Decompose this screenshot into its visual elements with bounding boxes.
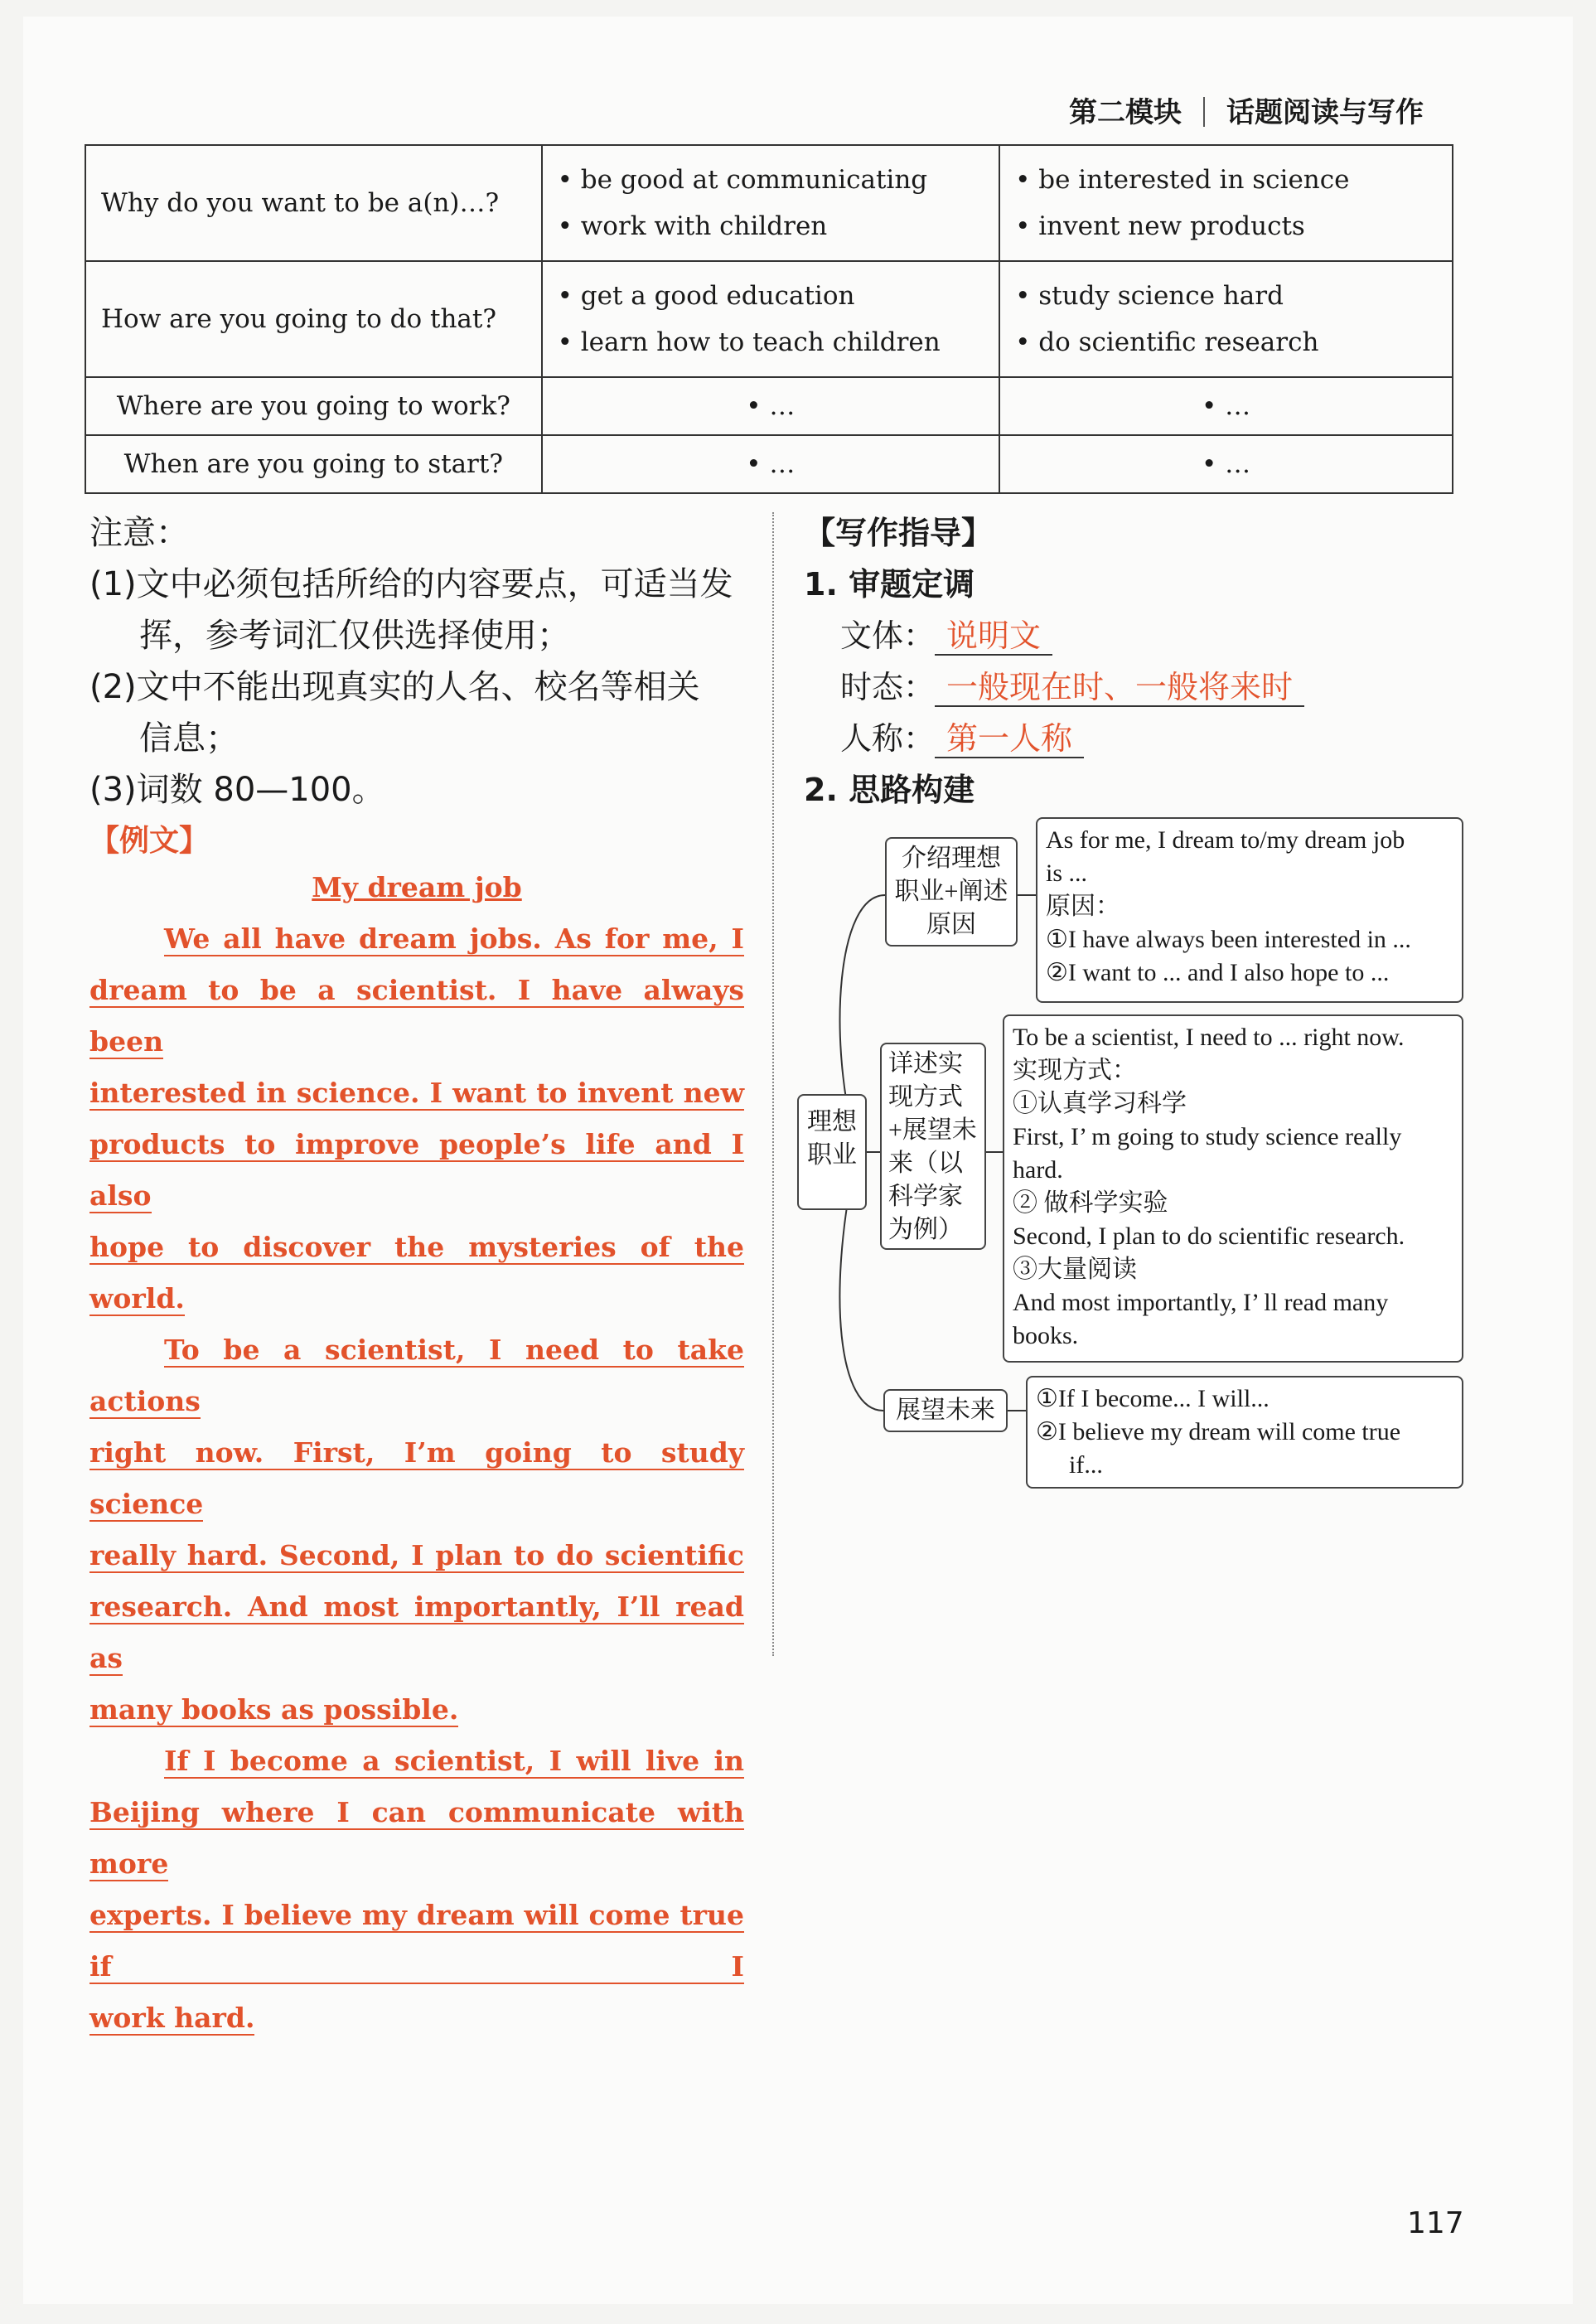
person-answer: 第一人称 [935, 720, 1084, 758]
essay-text: To be a scientist, I need to take actions [89, 1334, 744, 1417]
table-item: • get a good education [558, 273, 984, 319]
essay-text: products to improve people’s life and I also [89, 1128, 744, 1212]
essay-text: If I become a scientist, I will live in [164, 1745, 744, 1777]
table-question: When are you going to start? [85, 435, 542, 493]
mindmap-branch-3 [883, 1389, 1008, 1432]
branch-2-content [1003, 1014, 1463, 1363]
guide-tag: 【写作指导】 [804, 515, 994, 551]
mindmap-line: As for me, I dream to/my dream job [1046, 826, 1405, 854]
note-item: 信息； [139, 719, 239, 758]
guide-step2: 2. 思路构建 [804, 772, 975, 808]
mindmap-branch-2 [880, 1043, 986, 1250]
mindmap-line: books. [1013, 1322, 1079, 1349]
essay-text: interested in science. I want to invent new [89, 1077, 744, 1109]
table-question: Why do you want to be a(n)…? [85, 145, 542, 261]
mindmap-line: ②I believe my dream will come true [1036, 1418, 1401, 1445]
tense-label: 时态： [840, 669, 936, 705]
essay-text: many books as possible. [89, 1693, 459, 1726]
mindmap-line: ①认真学习科学 [1013, 1090, 1187, 1117]
essay-text: We all have dream jobs. As for me, I [164, 922, 744, 955]
mindmap-line: ②I want to ... and I also hope to ... [1046, 959, 1390, 986]
genre-label: 文体： [840, 617, 936, 654]
genre-answer: 说明文 [935, 617, 1052, 656]
example-tag: 【例文】 [89, 824, 210, 858]
table-item: • be good at communicating [558, 157, 984, 203]
essay-text: experts. I believe my dream will come true if I [89, 1899, 744, 1983]
essay-text: hope to discover the mysteries of the world. [89, 1231, 744, 1315]
essay-text: dream to be a scientist. I have always been [89, 974, 744, 1058]
essay-text: Beijing where I can communicate with more [89, 1796, 744, 1880]
table-question: Where are you going to work? [85, 377, 542, 435]
mindmap-line: 实现方式： [1013, 1057, 1137, 1084]
mindmap-line: To be a scientist, I need to ... right now. [1013, 1024, 1405, 1051]
essay-text: research. And most importantly, I’ll read as [89, 1590, 744, 1674]
notes-title: 注意： [89, 514, 189, 552]
mindmap-branch-1 [885, 837, 1018, 947]
branch-1-content [1036, 817, 1463, 1003]
module-label: 第二模块 [1069, 96, 1182, 129]
mindmap-line: 原因： [1046, 893, 1120, 920]
mindmap-line: hard. [1013, 1156, 1063, 1184]
essay-text: right now. First, I’m going to study science [89, 1436, 744, 1520]
mindmap-line: Second, I plan to do scientific research. [1013, 1223, 1405, 1250]
essay-title: My dream job [312, 871, 522, 903]
table-item: • be interested in science [1015, 157, 1437, 203]
table-item: • invent new products [1015, 203, 1437, 249]
note-item: (3)词数 80—100。 [89, 771, 385, 809]
branch-1-label: 介绍理想职业+阐述原因 [894, 845, 1008, 938]
guide-step1: 1. 审题定调 [804, 566, 975, 603]
note-item: 挥，参考词汇仅供选择使用； [139, 617, 570, 655]
table-cell: • … [542, 435, 999, 493]
table-item: • learn how to teach children [558, 319, 984, 366]
mindmap-line: ② 做科学实验 [1013, 1189, 1168, 1217]
mindmap-root [797, 1094, 867, 1210]
page-number: 117 [1407, 2206, 1464, 2240]
note-item: (2)文中不能出现真实的人名、校名等相关 [89, 668, 700, 706]
mindmap-line: ①I have always been interested in ... [1046, 926, 1411, 953]
mindmap-line: ③大量阅读 [1013, 1256, 1137, 1283]
table-cell: • … [999, 435, 1453, 493]
essay-text: work hard. [89, 2002, 255, 2034]
note-item: (1)文中必须包括所给的内容要点，可适当发 [89, 565, 733, 603]
mindmap-line: First, I’ m going to study science really [1013, 1123, 1402, 1150]
essay-text: really hard. Second, I plan to do scientific [89, 1539, 744, 1571]
section-label: 话题阅读与写作 [1226, 96, 1424, 129]
table-item: • do scientific research [1015, 319, 1437, 366]
table-question: How are you going to do that? [85, 261, 542, 377]
mindmap-line: And most importantly, I’ ll read many [1013, 1289, 1389, 1316]
branch-3-content [1026, 1376, 1463, 1489]
mindmap-line: is ... [1046, 859, 1088, 887]
table-item: • work with children [558, 203, 984, 249]
tense-answer: 一般现在时、一般将来时 [935, 669, 1304, 707]
branch-3-label: 展望未来 [896, 1397, 995, 1424]
mindmap-line: if... [1069, 1451, 1103, 1479]
mindmap-root-label: 理想职业 [807, 1108, 857, 1169]
person-label: 人称： [840, 720, 936, 757]
table-cell: • … [999, 377, 1453, 435]
mindmap-line: ①If I become... I will... [1036, 1385, 1270, 1412]
branch-2-label: 详述实现方式+展望未来（以科学家为例） [888, 1050, 977, 1243]
table-cell: • … [542, 377, 999, 435]
table-item: • study science hard [1015, 273, 1437, 319]
